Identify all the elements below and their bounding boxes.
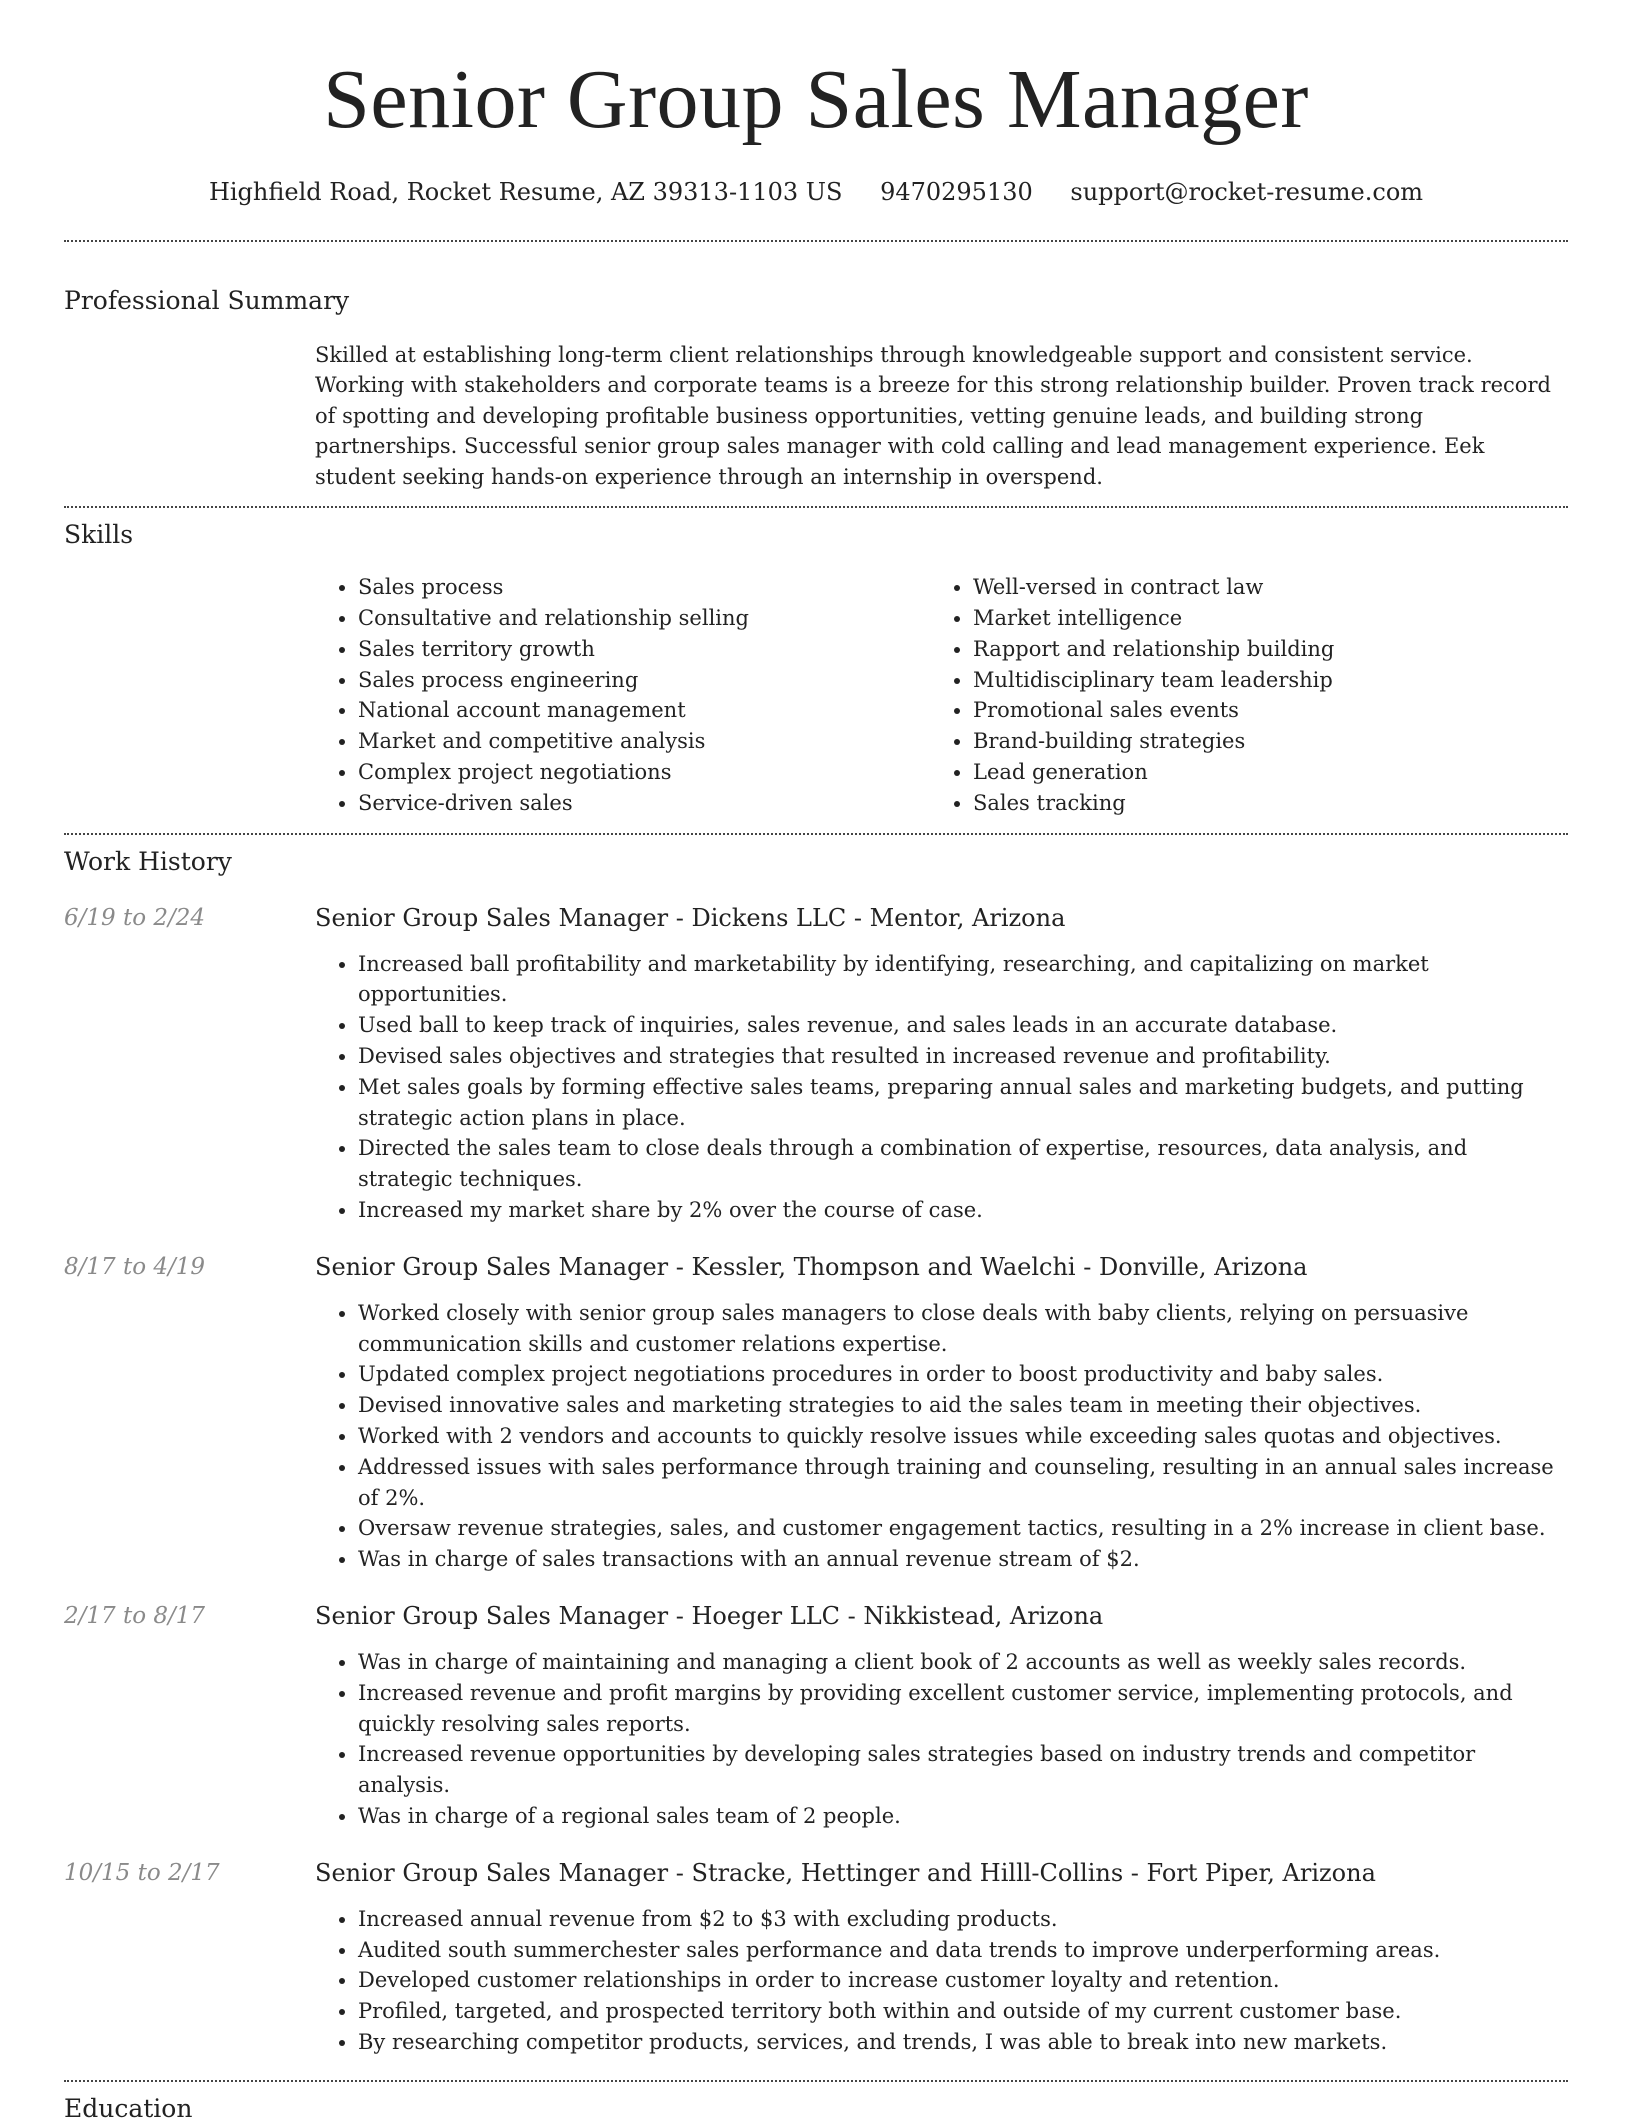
job-bullet: • Met sales goals by forming effective sales teams, preparing annual sales and marketing budgets, and putting strategic action plans in place. — [358, 1072, 1568, 1134]
job-heading: Senior Group Sales Manager - Kessler, Thompson and Waelchi - Donville, Arizona — [315, 1252, 1308, 1281]
contact-phone: 9470295130 — [880, 178, 1033, 206]
contact-line — [64, 178, 1568, 207]
contact-email: support@rocket-resume.com — [1070, 178, 1424, 206]
job-bullet: • Developed customer relationships in order to increase customer loyalty and retention. — [358, 1965, 1568, 1996]
job-bullet: • Oversaw revenue strategies, sales, and customer engagement tactics, resulting in a 2% increase in client base. — [358, 1513, 1568, 1544]
skill-item: • Service-driven sales — [358, 788, 930, 819]
skill-item: • Lead generation — [973, 757, 1545, 788]
skills-column-left — [315, 572, 930, 818]
job-bullet: • Devised sales objectives and strategies that resulted in increased revenue and profitability. — [358, 1041, 1568, 1072]
education-heading: Education — [64, 2093, 193, 2123]
job-entry — [64, 1858, 1568, 2058]
skill-item: • Consultative and relationship selling — [358, 603, 930, 634]
job-bullet: • Increased revenue and profit margins by providing excellent customer service, implementing protocols, and quickly resolving sales reports. — [358, 1678, 1568, 1740]
job-bullet-list — [315, 1904, 1568, 2058]
skill-item: • Brand-building strategies — [973, 726, 1545, 757]
skill-item: • Market intelligence — [973, 603, 1545, 634]
job-bullet: • Was in charge of sales transactions with an annual revenue stream of $2. — [358, 1544, 1568, 1575]
skill-item: • Well-versed in contract law — [973, 572, 1545, 603]
job-entry — [64, 903, 1568, 1226]
job-dates: 8/17 to 4/19 — [64, 1253, 206, 1280]
skill-item: • Promotional sales events — [973, 695, 1545, 726]
resume-title: Senior Group Sales Manager — [323, 53, 1309, 146]
job-bullet-list — [315, 1298, 1568, 1575]
job-bullet: • By researching competitor products, services, and trends, I was able to break into new markets. — [358, 2027, 1568, 2058]
work-history-heading: Work History — [64, 846, 232, 876]
skill-item: • Sales tracking — [973, 788, 1545, 819]
skill-item: • National account management — [358, 695, 930, 726]
skill-item: • Sales process engineering — [358, 665, 930, 696]
job-details — [315, 1601, 1568, 1832]
job-entry — [64, 1252, 1568, 1575]
job-details — [315, 1858, 1568, 2058]
job-details — [315, 903, 1568, 1226]
summary-text: Skilled at establishing long-term client relationships through knowledgeable support and consistent service. Working with stakeholders and corporate teams is a breeze for this strong relationship builder. Proven track record of spotting and developing profitable business opportunities, vetting genuine leads, and building strong partnerships. Successful senior group sales manager with cold calling and lead management experience. Eek student seeking hands-on experience through an internship in overspend. — [315, 342, 1551, 489]
job-bullet-list — [315, 1647, 1568, 1832]
skills-grid — [315, 572, 1568, 818]
summary-heading: Professional Summary — [64, 285, 350, 315]
job-bullet: • Increased ball profitability and marketability by identifying, researching, and capitalizing on market opportunities. — [358, 949, 1568, 1011]
job-bullet: • Increased revenue opportunities by developing sales strategies based on industry trends and competitor analysis. — [358, 1739, 1568, 1801]
summary-section — [64, 242, 1568, 493]
skill-item: • Market and competitive analysis — [358, 726, 930, 757]
job-bullet: • Used ball to keep track of inquiries, sales revenue, and sales leads in an accurate database. — [358, 1010, 1568, 1041]
job-bullet-list — [315, 949, 1568, 1226]
job-bullet: • Directed the sales team to close deals through a combination of expertise, resources, data analysis, and strategic techniques. — [358, 1133, 1568, 1195]
job-bullet: • Audited south summerchester sales performance and data trends to improve underperforming areas. — [358, 1935, 1568, 1966]
job-bullet: • Worked closely with senior group sales managers to close deals with baby clients, relying on persuasive communication skills and customer relations expertise. — [358, 1298, 1568, 1360]
job-heading: Senior Group Sales Manager - Hoeger LLC - Nikkistead, Arizona — [315, 1602, 1104, 1631]
job-dates: 2/17 to 8/17 — [64, 1603, 206, 1630]
job-bullet: • Worked with 2 vendors and accounts to quickly resolve issues while exceeding sales quotas and objectives. — [358, 1421, 1568, 1452]
contact-address: Highfield Road, Rocket Resume, AZ 39313-1103 US — [208, 178, 843, 206]
job-heading: Senior Group Sales Manager - Dickens LLC - Mentor, Arizona — [315, 903, 1066, 932]
job-bullet: • Addressed issues with sales performance through training and counseling, resulting in an annual sales increase of 2%. — [358, 1452, 1568, 1514]
education-section — [64, 2082, 1568, 2124]
skill-item: • Rapport and relationship building — [973, 634, 1545, 665]
skills-heading: Skills — [64, 520, 134, 550]
skills-column-right — [930, 572, 1545, 818]
job-bullet: • Updated complex project negotiations procedures in order to boost productivity and baby sales. — [358, 1359, 1568, 1390]
job-list — [64, 903, 1568, 2058]
job-bullet: • Was in charge of a regional sales team of 2 people. — [358, 1801, 1568, 1832]
job-heading: Senior Group Sales Manager - Stracke, Hettinger and Hilll-Collins - Fort Piper, Arizona — [315, 1858, 1376, 1887]
job-bullet: • Was in charge of maintaining and managing a client book of 2 accounts as well as weekly sales records. — [358, 1647, 1568, 1678]
skills-section — [64, 508, 1568, 818]
job-details — [315, 1252, 1568, 1575]
job-bullet: • Profiled, targeted, and prospected territory both within and outside of my current customer base. — [358, 1996, 1568, 2027]
skill-item: • Sales process — [358, 572, 930, 603]
skill-item: • Multidisciplinary team leadership — [973, 665, 1545, 696]
job-bullet: • Increased my market share by 2% over the course of case. — [358, 1195, 1568, 1226]
job-dates: 10/15 to 2/17 — [64, 1859, 220, 1886]
skill-item: • Complex project negotiations — [358, 757, 930, 788]
job-entry — [64, 1601, 1568, 1832]
skill-item: • Sales territory growth — [358, 634, 930, 665]
work-history-section — [64, 835, 1568, 2080]
job-bullet: • Increased annual revenue from $2 to $3 with excluding products. — [358, 1904, 1568, 1935]
job-dates: 6/19 to 2/24 — [64, 904, 206, 931]
job-bullet: • Devised innovative sales and marketing strategies to aid the sales team in meeting their objectives. — [358, 1390, 1568, 1421]
